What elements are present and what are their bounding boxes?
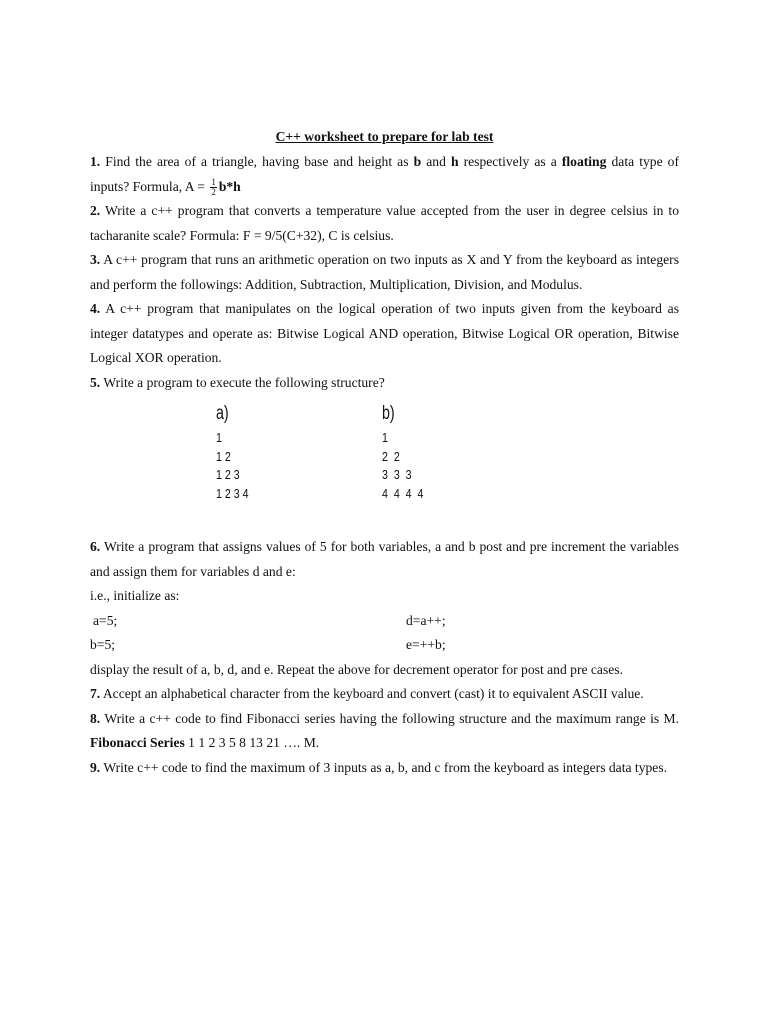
formula-tail: b*h: [218, 178, 241, 194]
question-text: Accept an alphabetical character from the keyboard and convert (cast) it to equivalent ASCII value.: [102, 686, 644, 701]
question-7: [90, 682, 679, 707]
question-text: data type of inputs? Formula, A =: [90, 154, 679, 194]
init-line: i.e., initialize as:: [90, 588, 180, 603]
question-8: [90, 707, 679, 756]
question-number: 9.: [90, 759, 101, 775]
pattern-a: [216, 399, 254, 503]
fraction-numerator: 1: [211, 176, 216, 187]
variable-b: b: [413, 154, 422, 169]
pattern-label: b): [382, 403, 395, 424]
pattern-figures: [90, 395, 679, 535]
question-number: 8.: [90, 710, 101, 726]
question-text: respectively as a: [463, 154, 557, 169]
fibonacci-label: Fibonacci Series: [90, 735, 185, 750]
fraction-denominator: 2: [211, 186, 216, 197]
question-text: Write a c++ program that converts a temperature value accepted from the user in degree celsius in to tacharanite scale? Formula: F = 9/5(C+32), C is celsius.: [90, 203, 679, 243]
pattern-row: 3 3 3: [382, 468, 412, 482]
question-number: 1.: [90, 154, 101, 169]
question-6-tail: display the result of a, b, d, and e. Repeat the above for decrement operator for post and pre cases.: [90, 661, 623, 677]
init-row-2: [90, 633, 679, 658]
question-number: 4.: [90, 301, 101, 316]
question-text: A c++ program that manipulates on the logical operation of two inputs given from the keyboard as integer datatypes and operate as: Bitwise Logical AND operation, Bitwise Logical OR operation, Bitwise Logical XOR operation.: [90, 301, 679, 365]
question-number: 6.: [90, 539, 101, 554]
question-1: [90, 150, 679, 199]
question-number: 2.: [90, 203, 101, 218]
pattern-row: 4 4 4 4: [382, 486, 424, 501]
init-b: b=5;: [90, 637, 116, 652]
question-text: Write a program that assigns values of 5 for both variables, a and b post and pre increment the variables and assign them for variables d and e:: [90, 539, 679, 579]
init-row-1: [90, 609, 679, 634]
question-2: [90, 199, 679, 248]
init-d: d=a++;: [406, 612, 446, 628]
question-3: [90, 248, 679, 297]
fibonacci-sequence: 1 1 2 3 5 8 13 21 …. M.: [188, 735, 320, 750]
question-text: Write a program to execute the following structure?: [103, 374, 385, 390]
question-6: [90, 535, 679, 584]
pattern-row: 2 2: [382, 449, 400, 464]
question-text: Find the area of a triangle, having base and height as: [105, 154, 409, 169]
page-title: C++ worksheet to prepare for lab test: [275, 129, 494, 144]
question-number: 7.: [90, 686, 101, 701]
question-9: [90, 756, 679, 781]
init-a: a=5;: [93, 612, 118, 628]
pattern-row: 1 2 3 4: [216, 486, 249, 501]
question-number: 3.: [90, 252, 101, 267]
question-text: Write a c++ code to find Fibonacci series having the following structure and the maximum range is M.: [104, 710, 680, 726]
question-number: 5.: [90, 374, 101, 390]
pattern-row: 1 2: [216, 449, 231, 464]
pattern-row: 1: [216, 431, 222, 445]
question-text: A c++ program that runs an arithmetic operation on two inputs as X and Y from the keyboard as integers and perform the followings: Addition, Subtraction, Multiplication, Division, and Modulus.: [90, 252, 679, 292]
fraction: [210, 178, 217, 197]
init-e: e=++b;: [406, 637, 446, 652]
question-4: [90, 297, 679, 371]
keyword-floating: floating: [561, 154, 607, 169]
pattern-label: a): [216, 403, 229, 424]
question-5: [90, 371, 679, 396]
pattern-row: 1 2 3: [216, 468, 240, 482]
worksheet-content: [90, 127, 679, 780]
pattern-row: 1: [382, 431, 388, 445]
question-text: Write c++ code to find the maximum of 3 inputs as a, b, and c from the keyboard as integers data types.: [103, 759, 668, 775]
pattern-b: [382, 399, 431, 503]
variable-h: h: [450, 154, 459, 169]
question-text: and: [426, 154, 446, 169]
